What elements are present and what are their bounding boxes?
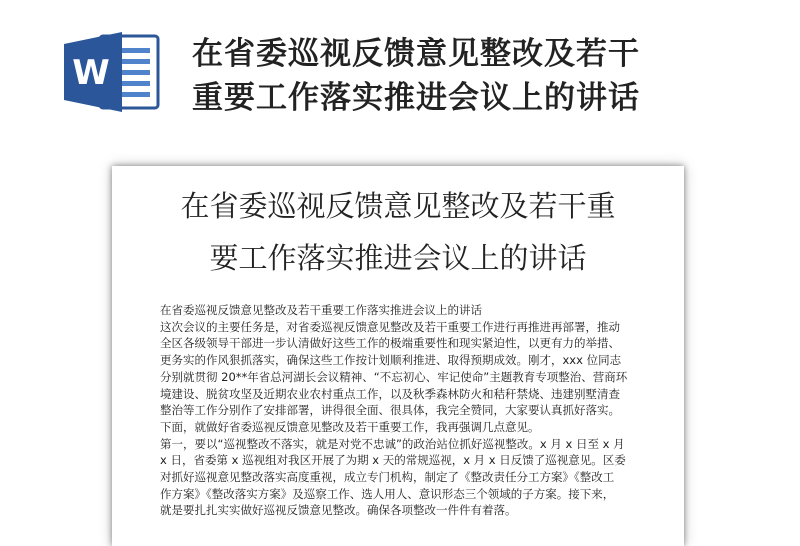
document-title-line-1: 在省委巡视反馈意见整改及若干重 xyxy=(180,189,616,223)
word-icon-letter: W xyxy=(72,53,110,93)
page-title xyxy=(192,32,752,120)
body-line: 作方案》《整改落实方案》及巡察工作、选人用人、意识形态三个领域的子方案。接下来， xyxy=(160,486,615,501)
document-title xyxy=(112,180,684,284)
body-line: 全区各级领导干部进一步认清做好这些工作的极端重要性和现实紧迫性，以更有力的举措、 xyxy=(160,336,620,351)
body-line: 第一，要以“巡视整改不落实，就是对党不忠诚”的政治站位抓好巡视整改。x 月 x 日至 x 月 xyxy=(160,436,625,451)
document-page xyxy=(112,166,684,546)
word-document-icon xyxy=(60,30,172,114)
page-title-line-2: 重要工作落实推进会议上的讲话 xyxy=(192,80,640,116)
body-line: 境建设、脱贫攻坚及近期农业农村重点工作，以及秋季森林防火和秸秆禁烧、违建别墅清查 xyxy=(160,386,620,401)
body-line: 在省委巡视反馈意见整改及若干重要工作落实推进会议上的讲话 xyxy=(160,303,482,317)
body-line: 分别就贯彻 20**年省总河湖长会议精神、“不忘初心、牢记使命”主题教育专项整治、营商环 xyxy=(160,369,628,384)
body-line: 整治等工作分别作了安排部署，讲得很全面、很具体，我完全赞同，大家要认真抓好落实。 xyxy=(160,403,620,418)
body-line: 就是要扎扎实实做好巡视反馈意见整改。确保各项整改一件件有着落。 xyxy=(160,503,517,518)
body-line: 对抓好巡视意见整改落实高度重视，成立专门机构，制定了《整改责任分工方案》《整改工 xyxy=(160,470,615,485)
document-title-line-2: 要工作落实推进会议上的讲话 xyxy=(209,241,587,275)
body-line: x 日，省委第 x 巡视组对我区开展了为期 x 天的常规巡视，x 月 x 日反馈了巡视意见。区委 xyxy=(160,453,626,468)
body-line: 这次会议的主要任务是，对省委巡视反馈意见整改及若干重要工作进行再推进再部署，推动 xyxy=(160,319,620,334)
body-line: 下面，就做好省委巡视反馈意见整改及若干重要工作，我再强调几点意见。 xyxy=(160,419,540,434)
document-body xyxy=(160,302,648,519)
body-line: 更务实的作风狠抓落实，确保这些工作按计划顺利推进、取得预期成效。刚才，xxx 位同志 xyxy=(160,353,622,368)
page-title-line-1: 在省委巡视反馈意见整改及若干 xyxy=(192,36,640,72)
